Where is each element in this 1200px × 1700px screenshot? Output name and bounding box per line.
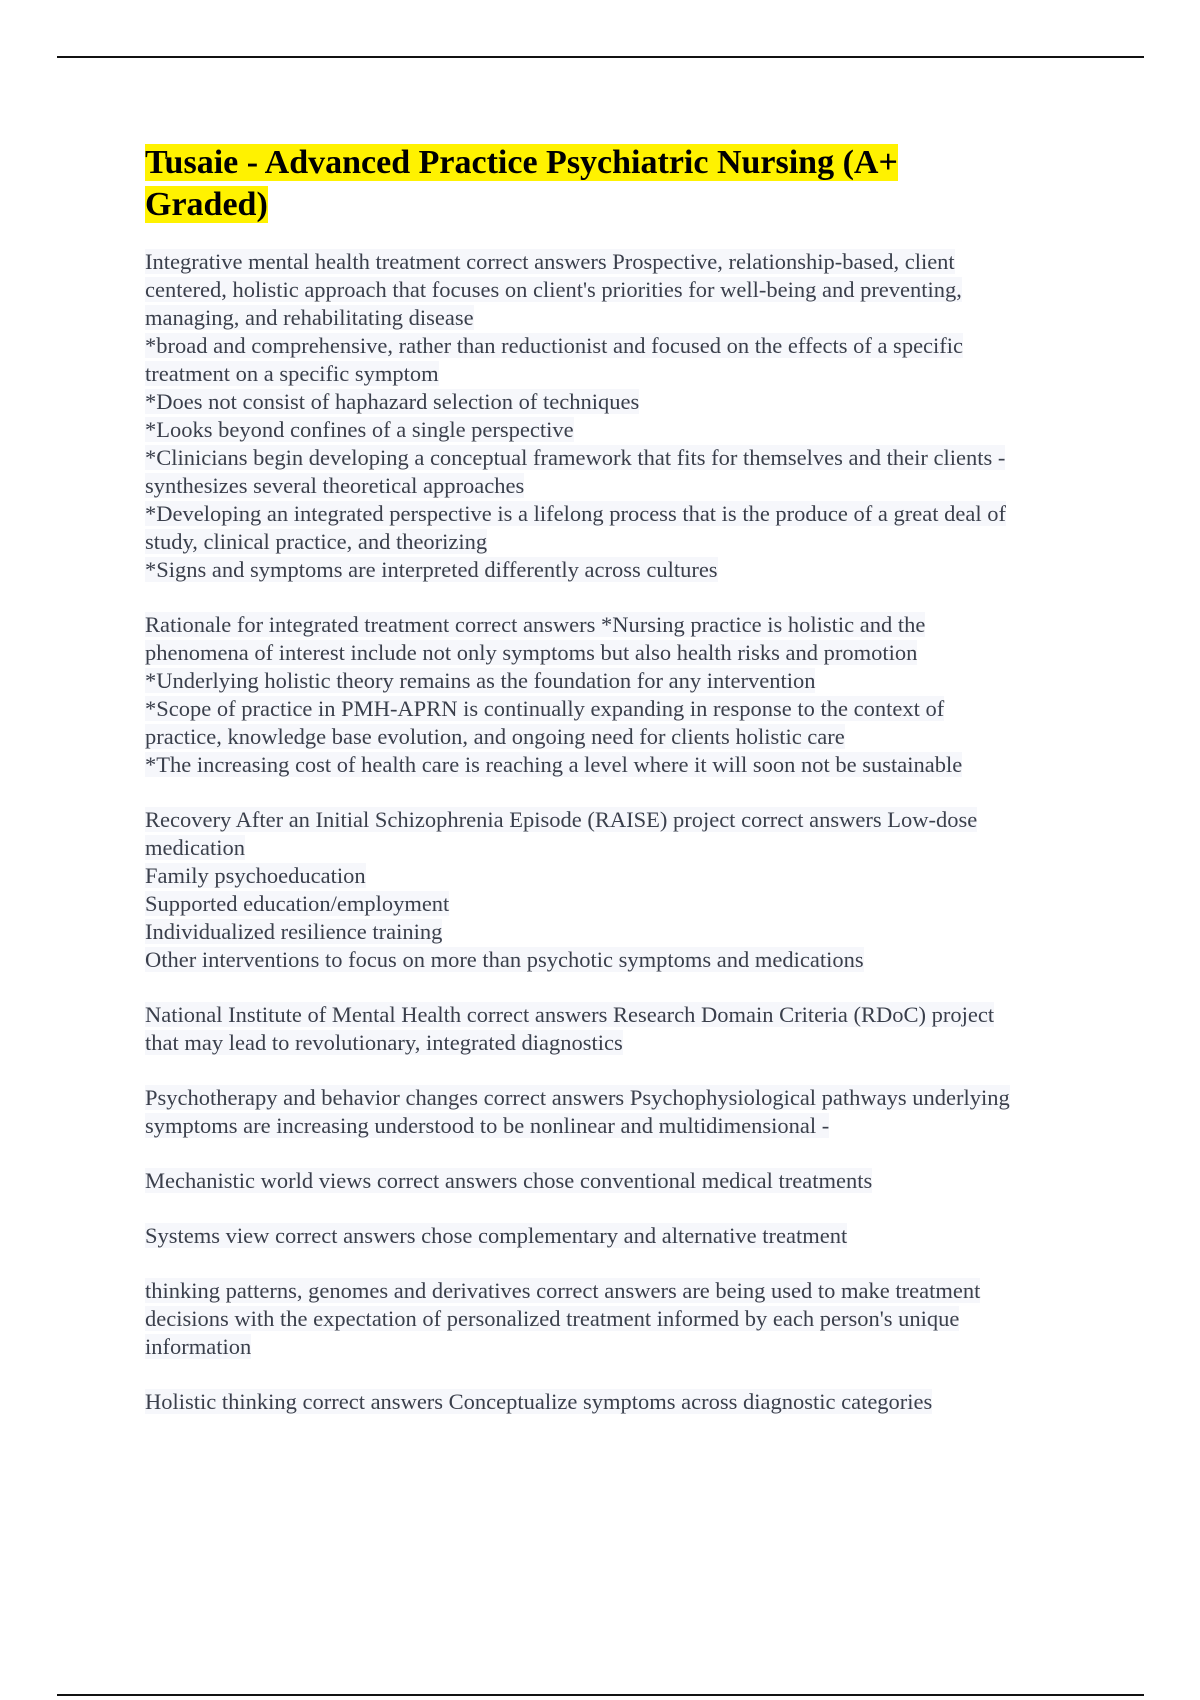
entry-line: Supported education/employment — [145, 891, 450, 916]
entry-line: Psychotherapy and behavior changes correct answers Psychophysiological pathways underlying — [145, 1085, 1010, 1110]
flashcard-entry — [145, 806, 1080, 974]
entry-line: thinking patterns, genomes and derivatives correct answers are being used to make treatment — [145, 1278, 981, 1303]
entry-line: information — [145, 1334, 252, 1359]
entry-line: Holistic thinking correct answers Conceptualize symptoms across diagnostic categories — [145, 1389, 933, 1414]
document-title — [145, 142, 1080, 226]
entry-line: practice, knowledge base evolution, and ongoing need for clients holistic care — [145, 724, 845, 749]
header-rule — [57, 56, 1144, 58]
entry-line: Other interventions to focus on more than psychotic symptoms and medications — [145, 947, 864, 972]
entry-line: that may lead to revolutionary, integrated diagnostics — [145, 1030, 623, 1055]
entry-line: *broad and comprehensive, rather than reductionist and focused on the effects of a specific — [145, 333, 964, 358]
entry-line: *Looks beyond confines of a single perspective — [145, 417, 574, 442]
entry-line: *Scope of practice in PMH-APRN is continually expanding in response to the context of — [145, 696, 945, 721]
entry-line: phenomena of interest include not only symptoms but also health risks and promotion — [145, 640, 918, 665]
entry-line: Rationale for integrated treatment correct answers *Nursing practice is holistic and the — [145, 612, 926, 637]
entry-line: *Does not consist of haphazard selection of techniques — [145, 389, 640, 414]
entry-line: managing, and rehabilitating disease — [145, 305, 474, 330]
entry-line: *Underlying holistic theory remains as the foundation for any intervention — [145, 668, 816, 693]
entry-line: *Developing an integrated perspective is a lifelong process that is the produce of a great deal of — [145, 501, 1006, 526]
entry-line: Mechanistic world views correct answers chose conventional medical treatments — [145, 1168, 873, 1193]
entry-line: Systems view correct answers chose complementary and alternative treatment — [145, 1223, 848, 1248]
title-line: Graded) — [145, 186, 268, 223]
entry-line: *The increasing cost of health care is reaching a level where it will soon not be sustainable — [145, 752, 963, 777]
flashcard-entry — [145, 1277, 1080, 1361]
document-body — [145, 142, 1080, 1443]
entry-line: medication — [145, 835, 245, 860]
entry-line: study, clinical practice, and theorizing — [145, 529, 488, 554]
entry-line: synthesizes several theoretical approaches — [145, 473, 525, 498]
entry-line: Recovery After an Initial Schizophrenia Episode (RAISE) project correct answers Low-dose — [145, 807, 978, 832]
title-line: Tusaie - Advanced Practice Psychiatric Nursing (A+ — [145, 144, 898, 181]
flashcard-entry — [145, 248, 1080, 584]
entry-line: decisions with the expectation of personalized treatment informed by each person's unique — [145, 1306, 960, 1331]
flashcard-entry — [145, 1167, 1080, 1195]
entry-line: centered, holistic approach that focuses on client's priorities for well-being and preventing, — [145, 277, 962, 302]
entry-line: symptoms are increasing understood to be nonlinear and multidimensional - — [145, 1113, 830, 1138]
footer-rule — [57, 1694, 1144, 1696]
flashcard-entry — [145, 1388, 1080, 1416]
entry-line: Individualized resilience training — [145, 919, 443, 944]
flashcard-entry — [145, 1222, 1080, 1250]
flashcard-entry — [145, 1084, 1080, 1140]
entry-line: Integrative mental health treatment correct answers Prospective, relationship-based, client — [145, 249, 955, 274]
entry-line: *Clinicians begin developing a conceptual framework that fits for themselves and their clients - — [145, 445, 1006, 470]
flashcard-entry — [145, 1001, 1080, 1057]
entry-line: Family psychoeducation — [145, 863, 366, 888]
flashcard-entry — [145, 611, 1080, 779]
entry-line: National Institute of Mental Health correct answers Research Domain Criteria (RDoC) project — [145, 1002, 995, 1027]
entry-line: *Signs and symptoms are interpreted differently across cultures — [145, 557, 718, 582]
entry-line: treatment on a specific symptom — [145, 361, 439, 386]
